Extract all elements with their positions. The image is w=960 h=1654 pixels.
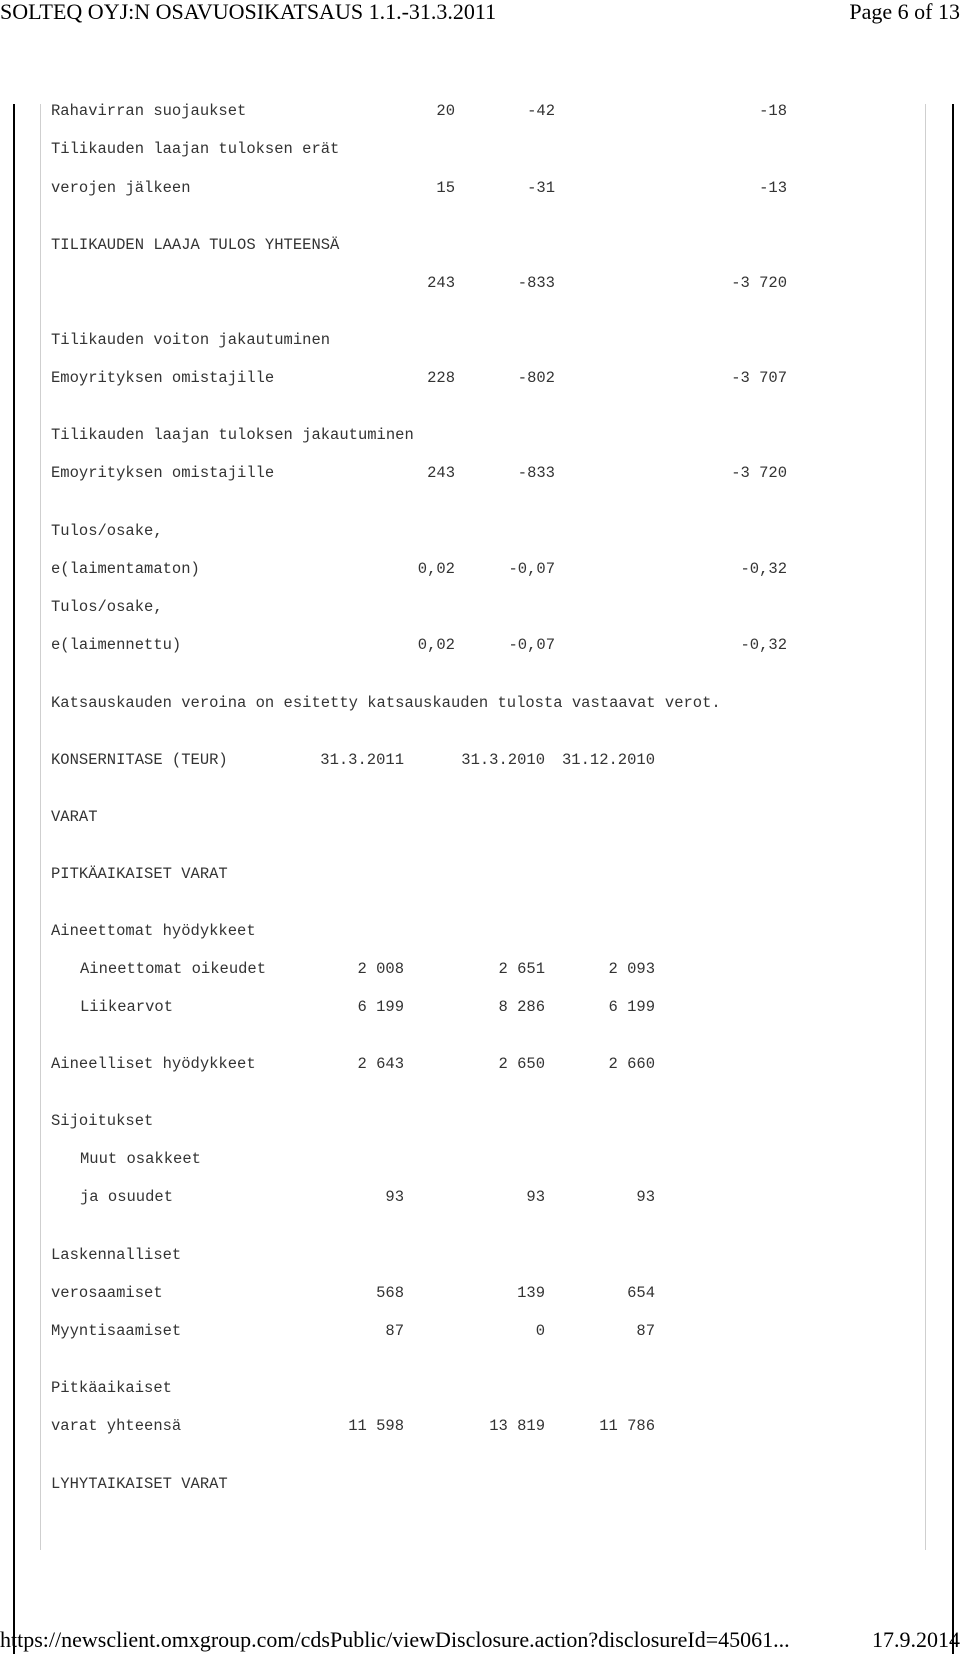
row-value: 11 786 [599,1417,655,1435]
row-label: Pitkäaikaiset [51,1379,172,1397]
income-row [0,368,960,388]
row-label: Tilikauden laajan tuloksen jakautuminen [51,426,414,444]
row-value: -802 [517,369,555,387]
row-value: 87 [385,1322,404,1340]
row-label: Aineelliset hyödykkeet [51,1055,256,1073]
row-label: Emoyrityksen omistajille [51,464,275,482]
row-value: 6 199 [357,998,404,1016]
row-value: -833 [517,274,555,292]
balance-row [0,1283,960,1303]
row-label: Tilikauden laajan tuloksen erät [51,140,340,158]
row-value: 11 598 [348,1417,404,1435]
row-value: -833 [517,464,555,482]
row-value: 2 093 [608,960,655,978]
row-label: Sijoitukset [51,1112,154,1130]
row-value: 8 286 [498,998,545,1016]
row-label: TILIKAUDEN LAAJA TULOS YHTEENSÄ [51,236,340,254]
row-value: 15 [436,179,455,197]
balance-row [0,1149,960,1169]
balance-row [0,1416,960,1436]
row-value: 6 199 [608,998,655,1016]
row-value: 0 [535,1322,545,1340]
row-value: -0,32 [740,560,787,578]
balance-row [0,1245,960,1265]
income-row [0,635,960,655]
balance-title: KONSERNITASE (TEUR) [51,751,228,769]
row-label: PITKÄAIKAISET VARAT [51,865,228,883]
balance-row [0,1474,960,1494]
row-value: 2 008 [357,960,404,978]
row-label: verojen jälkeen [51,179,191,197]
row-value: -3 707 [731,369,787,387]
row-value: 2 643 [357,1055,404,1073]
row-value: 243 [427,464,455,482]
row-value: -13 [759,179,787,197]
row-value: 93 [526,1188,545,1206]
row-value: 13 819 [489,1417,545,1435]
column-header: 31.12.2010 [561,751,655,769]
balance-row [0,921,960,941]
row-value: 93 [636,1188,655,1206]
row-value: 0,02 [417,636,455,654]
balance-row [0,1054,960,1074]
row-value: -3 720 [731,274,787,292]
row-value: 654 [627,1284,655,1302]
balance-row [0,1111,960,1131]
row-label: Aineettomat oikeudet [80,960,267,978]
income-row [0,597,960,617]
row-value: -0,07 [508,636,555,654]
row-label: Tilikauden voiton jakautuminen [51,331,331,349]
income-row [0,178,960,198]
income-row [0,273,960,293]
income-note [0,693,960,713]
row-value: 568 [376,1284,404,1302]
row-value: 243 [427,274,455,292]
page-number: Page 6 of 13 [849,0,960,24]
row-label: ja osuudet [80,1188,174,1206]
row-label: Muut osakkeet [80,1150,201,1168]
balance-row [0,1378,960,1398]
income-row [0,101,960,121]
row-value: 20 [436,102,455,120]
source-url: https://newsclient.omxgroup.com/cdsPublic/viewDisclosure.action?disclosureId=45061... [0,1627,790,1652]
row-label: e(laimennettu) [51,636,182,654]
row-value: -3 720 [731,464,787,482]
row-label: Tulos/osake, [51,598,163,616]
row-value: 2 651 [498,960,545,978]
row-label: e(laimentamaton) [51,560,200,578]
balance-row [0,807,960,827]
balance-row [0,959,960,979]
income-row [0,330,960,350]
balance-header-row [0,750,960,770]
row-label: verosaamiset [51,1284,163,1302]
row-label: Rahavirran suojaukset [51,102,247,120]
income-row [0,521,960,541]
row-value: -18 [759,102,787,120]
row-label: LYHYTAIKAISET VARAT [51,1475,228,1493]
row-value: 87 [636,1322,655,1340]
row-value: -31 [527,179,555,197]
income-row [0,463,960,483]
income-row [0,559,960,579]
row-value: 2 650 [498,1055,545,1073]
tax-note: Katsauskauden veroina on esitetty katsauskauden tulosta vastaavat verot. [51,694,721,712]
document-title: SOLTEQ OYJ:N OSAVUOSIKATSAUS 1.1.-31.3.2011 [0,0,497,24]
income-row [0,139,960,159]
balance-row [0,997,960,1017]
row-value: 0,02 [417,560,455,578]
row-label: Tulos/osake, [51,522,163,540]
row-label: Myyntisaamiset [51,1322,182,1340]
balance-row [0,1321,960,1341]
row-label: VARAT [51,808,98,826]
row-value: 228 [427,369,455,387]
row-value: -42 [527,102,555,120]
page-footer [0,1626,960,1654]
row-label: Emoyrityksen omistajille [51,369,275,387]
row-label: Liikearvot [80,998,174,1016]
row-value: 139 [517,1284,545,1302]
row-value: -0,32 [740,636,787,654]
row-value: -0,07 [508,560,555,578]
income-row [0,235,960,255]
balance-row [0,864,960,884]
row-value: 93 [385,1188,404,1206]
row-label: Laskennalliset [51,1246,182,1264]
column-header: 31.3.2010 [461,751,545,769]
income-row [0,425,960,445]
column-header: 31.3.2011 [320,751,404,769]
balance-row [0,1187,960,1207]
row-label: varat yhteensä [51,1417,182,1435]
row-label: Aineettomat hyödykkeet [51,922,256,940]
row-value: 2 660 [608,1055,655,1073]
print-date: 17.9.2014 [872,1627,960,1652]
